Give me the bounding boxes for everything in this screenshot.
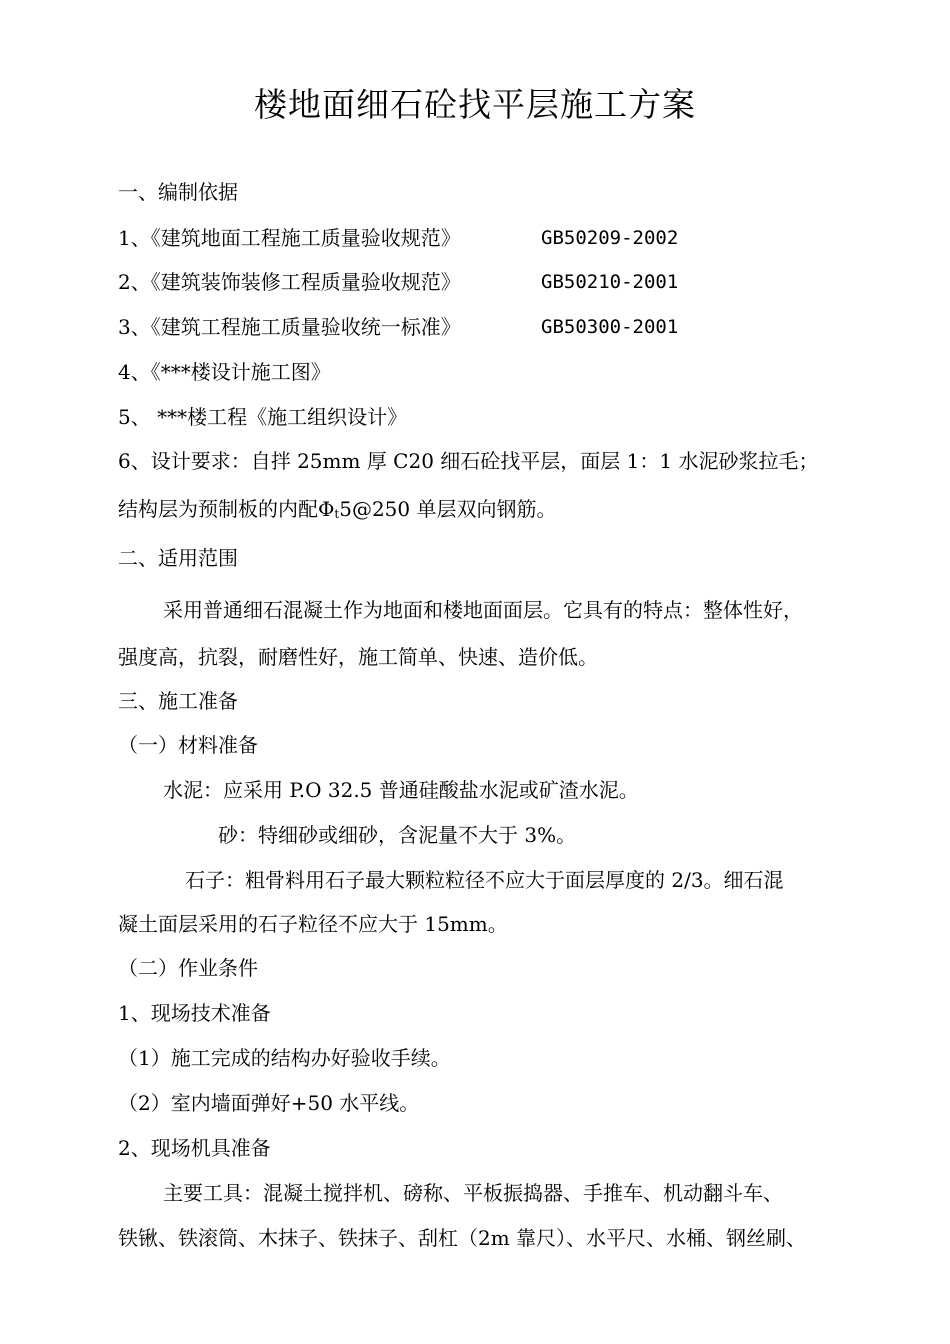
section-heading-preparation: 三、施工准备 bbox=[118, 689, 238, 713]
basis-item-3 bbox=[118, 312, 858, 342]
scope-paragraph-line-2: 强度高，抗裂，耐磨性好，施工简单、快速、造价低。 bbox=[118, 645, 598, 669]
basis-item-5: 5、 ***楼工程《施工组织设计》 bbox=[118, 405, 408, 429]
material-sand: 砂：特细砂或细砂，含泥量不大于 3%。 bbox=[218, 823, 577, 847]
basis-item-1 bbox=[118, 223, 858, 253]
basis-item-1-code: GB50209-2002 bbox=[541, 227, 679, 249]
basis-item-3-text: 3、《建筑工程施工质量验收统一标准》 bbox=[118, 315, 461, 339]
site-technical-item-1: （1）施工完成的结构办好验收手续。 bbox=[118, 1046, 451, 1070]
design-requirement-line-1: 6、设计要求：自拌 25mm 厚 C20 细石砼找平层，面层 1：1 水泥砂浆拉毛； bbox=[118, 449, 819, 473]
scope-paragraph-line-1: 采用普通细石混凝土作为地面和楼地面面层。它具有的特点：整体性好， bbox=[163, 598, 803, 622]
material-stone-line-2: 凝土面层采用的石子粒径不应大于 15mm。 bbox=[118, 912, 508, 936]
subsection-heading-conditions: （二）作业条件 bbox=[118, 956, 258, 980]
rebar-subscript: t bbox=[334, 507, 340, 521]
subsection-heading-materials: （一）材料准备 bbox=[118, 733, 258, 757]
site-technical-item-2: （2）室内墙面弹好+50 水平线。 bbox=[118, 1091, 420, 1115]
tools-line-2: 铁锹、铁滚筒、木抹子、铁抹子、刮杠（2m 靠尺）、水平尺、水桶、钢丝刷、 bbox=[118, 1226, 807, 1250]
design-requirement-line-2 bbox=[118, 494, 858, 529]
basis-item-3-code: GB50300-2001 bbox=[541, 316, 679, 338]
design-requirement-line-2-b: 5@250 单层双向钢筋。 bbox=[339, 497, 557, 521]
basis-item-1-text: 1、《建筑地面工程施工质量验收规范》 bbox=[118, 226, 461, 250]
basis-item-4: 4、《***楼设计施工图》 bbox=[118, 360, 331, 384]
tools-line-1: 主要工具：混凝土搅拌机、磅称、平板振捣器、手推车、机动翻斗车、 bbox=[163, 1181, 783, 1205]
design-requirement-line-2-a: 结构层为预制板的内配Φ bbox=[118, 497, 335, 521]
document-title: 楼地面细石砼找平层施工方案 bbox=[254, 85, 696, 124]
section-heading-scope: 二、适用范围 bbox=[118, 546, 238, 570]
material-cement: 水泥：应采用 P.O 32.5 普通硅酸盐水泥或矿渣水泥。 bbox=[163, 778, 639, 802]
section-heading-basis: 一、编制依据 bbox=[118, 180, 238, 204]
site-equipment-preparation-heading: 2、现场机具准备 bbox=[118, 1136, 271, 1160]
basis-item-2 bbox=[118, 267, 858, 297]
site-technical-preparation-heading: 1、现场技术准备 bbox=[118, 1001, 271, 1025]
basis-item-2-text: 2、《建筑装饰装修工程质量验收规范》 bbox=[118, 270, 461, 294]
material-stone-line-1: 石子：粗骨料用石子最大颗粒粒径不应大于面层厚度的 2/3。细石混 bbox=[185, 868, 784, 892]
basis-item-2-code: GB50210-2001 bbox=[541, 271, 679, 293]
